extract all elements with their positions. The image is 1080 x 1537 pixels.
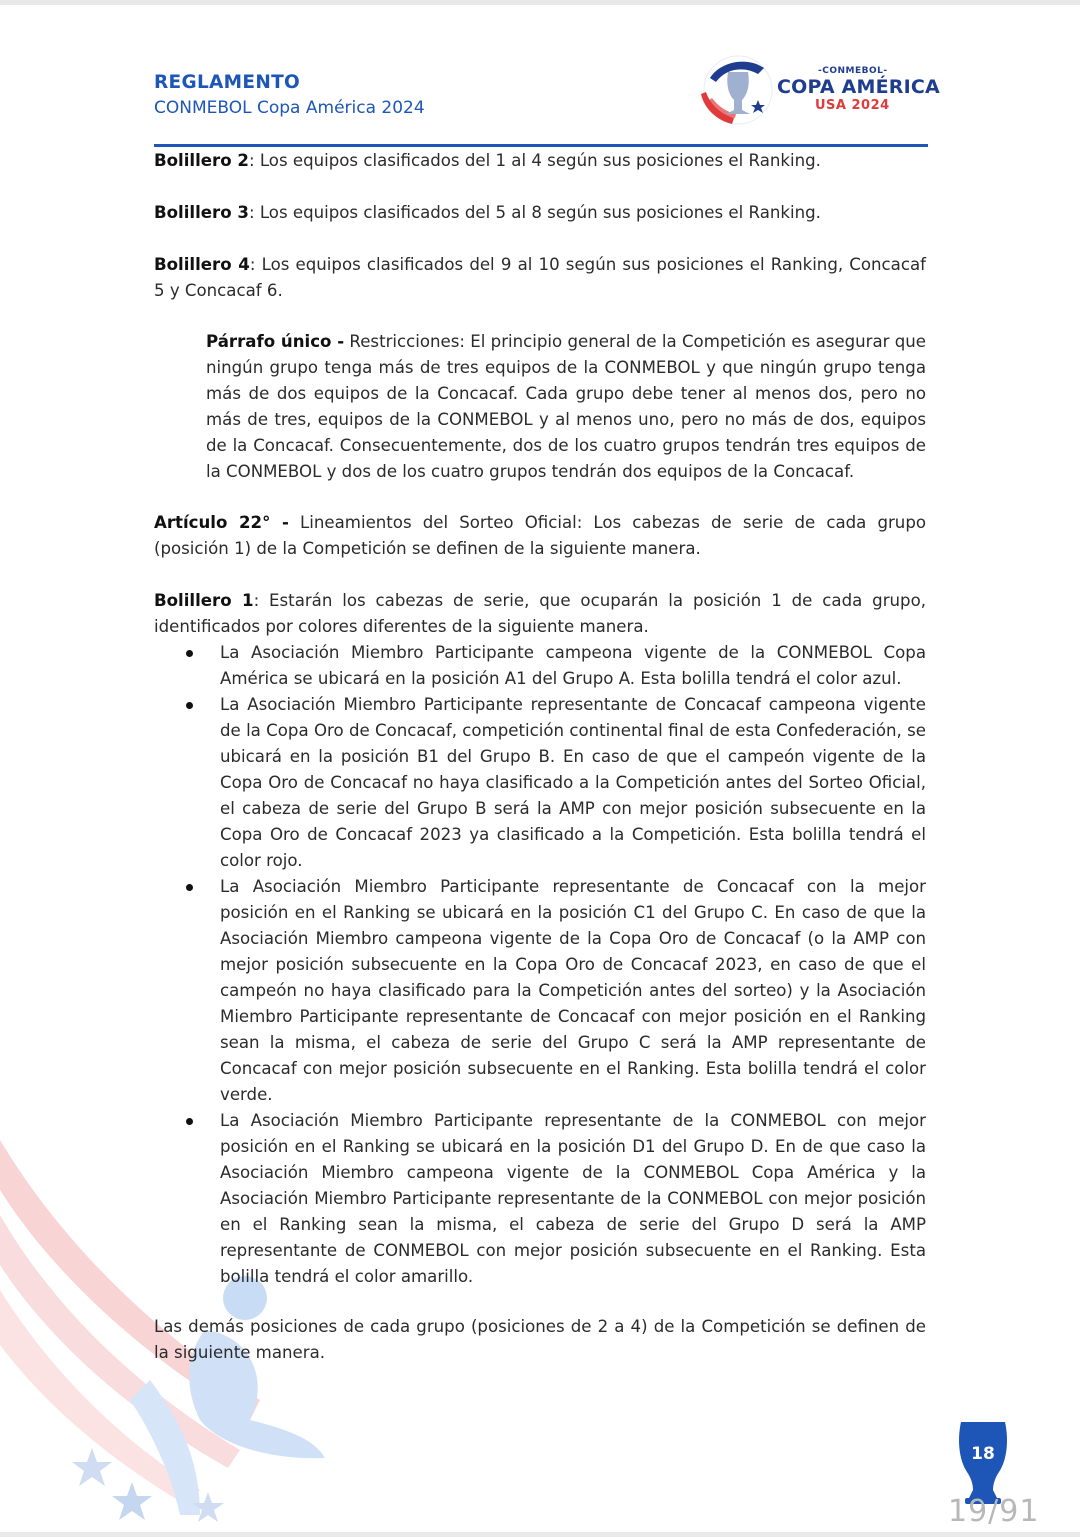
document-subtitle: CONMEBOL Copa América 2024 (154, 98, 425, 118)
list-item: La Asociación Miembro Participante representante de Concacaf con la mejor posición en el Ranking se ubicará en la posición C1 del Grupo C. En caso de que la Asociación Miembro campeona vigente de la Copa Oro de Concacaf (o la AMP con mejor posición subsecuente en la Copa Oro de Concacaf 2023, en caso de que el campeón no haya clasificado para la Competición antes del sorteo) y la Asociación Miembro Participante representante de Concacaf con mejor posición en el Ranking sean la misma, el cabeza de serie del Grupo C será la AMP representante de Concacaf con mejor posición subsecuente en el Ranking. Esta bolilla tendrá el color verde. (186, 874, 926, 1108)
bolillero-2-text: : Los equipos clasificados del 1 al 4 según sus posiciones el Ranking. (248, 151, 821, 170)
bolillero-1-text: : Estarán los cabezas de serie, que ocuparán la posición 1 de cada grupo, identificados por colores diferentes de la siguiente manera. (154, 591, 926, 636)
articulo-22-text: Lineamientos del Sorteo Oficial: Los cabezas de serie de cada grupo (posición 1) de la Competición se definen de la siguiente manera. (154, 513, 927, 558)
seed-bullet-list (186, 640, 926, 1290)
paragraph-bolillero-2 (154, 148, 926, 174)
viewer-bottom-border (0, 1532, 1080, 1537)
paragraph-bolillero-4 (154, 252, 926, 304)
page-number: 18 (971, 1444, 995, 1464)
paragraph-bolillero-3 (154, 200, 926, 226)
parrafo-unico-text: Restricciones: El principio general de la Competición es asegurar que ningún grupo tenga más de tres equipos de la CONMEBOL y que ningún grupo tenga más de dos equipos de la Concacaf. Cada grupo debe tener al menos dos, pero no más de tres, equipos de la CONMEBOL y al menos uno, pero no más de dos, equipos de la Concacaf. Consecuentemente, dos de los cuatro grupos tendrán tres equipos de la CONMEBOL y dos de los cuatro grupos tendrán dos equipos de la Concacaf. (206, 332, 927, 481)
header-divider (154, 144, 928, 147)
bolillero-3-text: : Los equipos clasificados del 5 al 8 según sus posiciones el Ranking. (248, 203, 821, 222)
bolillero-4-label: Bolillero 4 (154, 255, 250, 274)
list-item: La Asociación Miembro Participante representante de la CONMEBOL con mejor posición en el Ranking se ubicará en la posición D1 del Grupo D. En de que caso la Asociación Miembro campeona vigente de la CONMEBOL Copa América y la Asociación Miembro Participante representante de la CONMEBOL con mejor posición en el Ranking sean la misma, el cabeza de serie del Grupo D será la AMP representante de CONMEBOL con mejor posición subsecuente en el Ranking. Esta bolilla tendrá el color amarillo. (186, 1108, 926, 1290)
parrafo-unico-label: Párrafo único - (206, 332, 345, 351)
viewer-page-indicator: 19/91 (948, 1494, 1040, 1529)
bolillero-2-label: Bolillero 2 (154, 151, 249, 170)
paragraph-closing: Las demás posiciones de cada grupo (posiciones de 2 a 4) de la Competición se definen de la siguiente manera. (154, 1317, 926, 1362)
logo-conmebol-text: -CONMEBOL- (818, 66, 888, 76)
bolillero-1-label: Bolillero 1 (154, 591, 254, 610)
list-item: La Asociación Miembro Participante representante de Concacaf campeona vigente de la Copa Oro de Concacaf, competición continental final de esta Confederación, se ubicará en la posición B1 del Grupo B. En caso de que el campeón vigente de la Copa Oro de Concacaf no haya clasificado a la Competición antes del Sorteo Oficial, el cabeza de serie del Grupo B será la AMP con mejor posición subsecuente en la Copa Oro de Concacaf 2023 ya clasificado a la Competición. Esta bolilla tendrá el color rojo. (186, 692, 926, 874)
bolillero-4-text: : Los equipos clasificados del 9 al 10 según sus posiciones el Ranking, Concacaf 5 y Concacaf 6. (154, 255, 926, 300)
document-title: REGLAMENTO (154, 72, 301, 93)
paragraph-articulo-22 (154, 510, 926, 562)
logo-copa-america-text: COPA AMÉRICA (777, 76, 940, 98)
logo-usa-2024-text: USA 2024 (815, 98, 890, 113)
paragraph-parrafo-unico (206, 329, 926, 485)
list-item: La Asociación Miembro Participante campeona vigente de la CONMEBOL Copa América se ubicará en la posición A1 del Grupo A. Esta bolilla tendrá el color azul. (186, 640, 926, 692)
bolillero-3-label: Bolillero 3 (154, 203, 249, 222)
paragraph-bolillero-1 (154, 588, 926, 640)
articulo-22-label: Artículo 22° - (154, 513, 289, 532)
